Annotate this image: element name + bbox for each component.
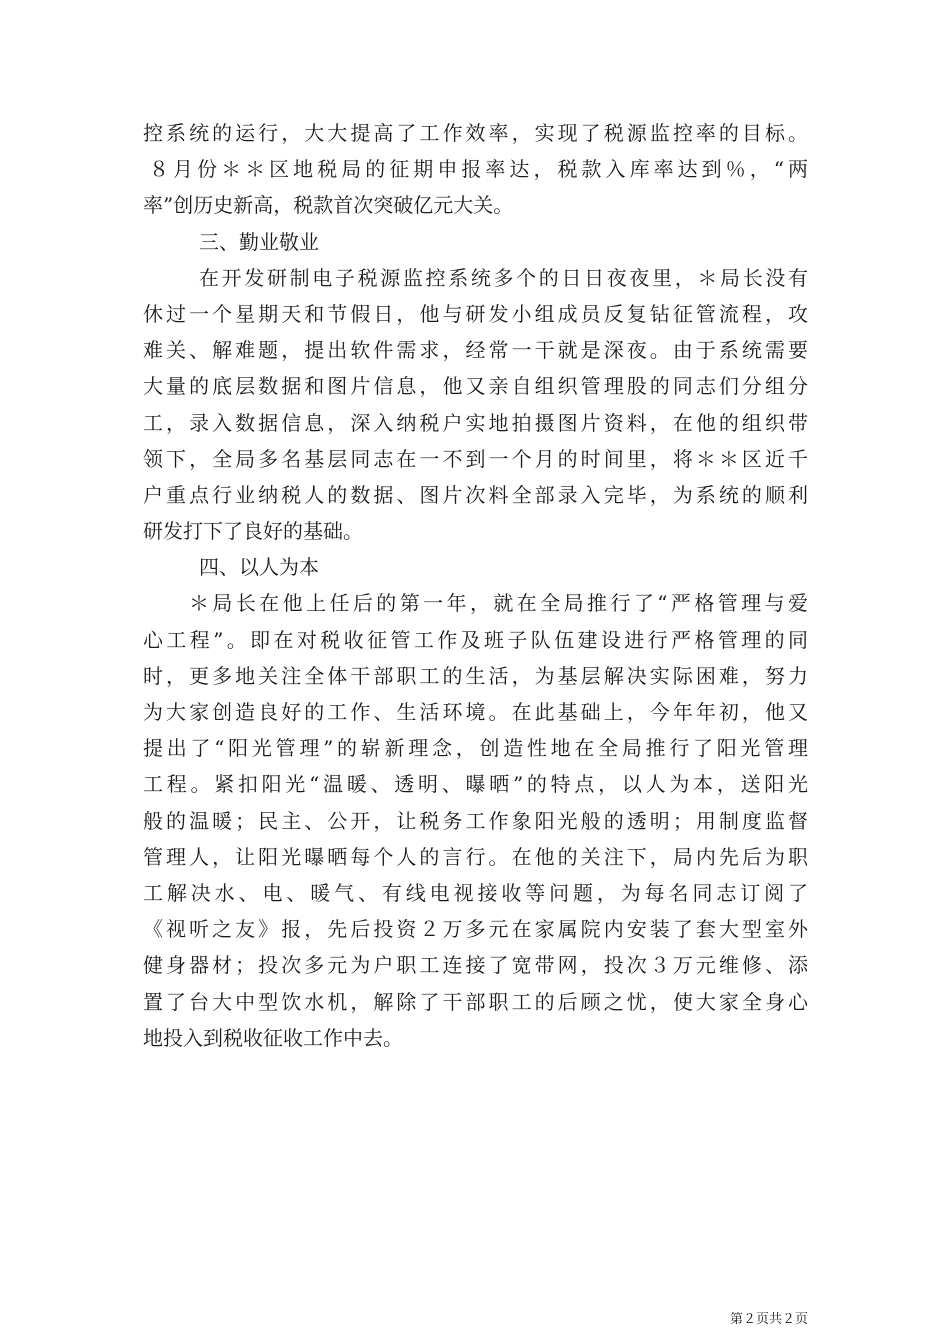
text-line: 难关、解难题，提出软件需求，经常一干就是深夜。由于系统需要	[143, 338, 808, 363]
text-line: ８月份＊＊区地税局的征期申报率达，税款入库率达到％，“两	[149, 157, 808, 182]
text-line: 休过一个星期天和节假日，他与研发小组成员反复钻征管流程，攻	[143, 301, 808, 326]
text-line: 健身器材；投次多元为户职工连接了宽带网，投次３万元维修、添	[143, 953, 808, 978]
text-line: 地投入到税收征收工作中去。	[143, 1025, 403, 1050]
text-line: 提出了“阳光管理”的崭新理念，创造性地在全局推行了阳光管理	[143, 736, 808, 761]
text-line: 管理人，让阳光曝晒每个人的言行。在他的关注下，局内先后为职	[143, 844, 808, 869]
text-line: 心工程”。即在对税收征管工作及班子队伍建设进行严格管理的同	[143, 627, 808, 652]
text-line: 率”创历史新高，税款首次突破亿元大关。	[143, 193, 514, 218]
section-heading: 四、以人为本	[199, 555, 319, 580]
text-line: 《视听之友》报，先后投资２万多元在家属院内安装了套大型室外	[143, 917, 808, 942]
text-line: 工，录入数据信息，深入纳税户实地拍摄图片资料，在他的组织带	[143, 410, 808, 435]
text-line: 研发打下了良好的基础。	[143, 519, 363, 544]
text-line: ＊局长在他上任后的第一年，就在全局推行了“严格管理与爱	[189, 591, 808, 616]
section-heading: 三、勤业敬业	[199, 229, 319, 254]
text-line: 时，更多地关注全体干部职工的生活，为基层解决实际困难，努力	[143, 663, 808, 688]
text-line: 般的温暖；民主、公开，让税务工作象阳光般的透明；用制度监督	[143, 808, 808, 833]
text-line: 置了台大中型饮水机，解除了干部职工的后顾之忧，使大家全身心	[143, 989, 808, 1014]
document-body	[143, 115, 808, 1056]
text-line: 领下，全局多名基层同志在一不到一个月的时间里，将＊＊区近千	[143, 446, 808, 471]
page-number: 第２页共２页	[729, 1312, 808, 1327]
text-line: 工解决水、电、暖气、有线电视接收等问题，为每名同志订阅了	[143, 880, 808, 905]
text-line: 工程。紧扣阳光“温暖、透明、曝晒”的特点，以人为本，送阳光	[143, 772, 808, 797]
text-line: 户重点行业纳税人的数据、图片次料全部录入完毕，为系统的顺利	[143, 482, 808, 507]
text-line: 大量的底层数据和图片信息，他又亲自组织管理股的同志们分组分	[143, 374, 808, 399]
text-line: 为大家创造良好的工作、生活环境。在此基础上，今年年初，他又	[143, 700, 808, 724]
text-line: 控系统的运行，大大提高了工作效率，实现了税源监控率的目标。	[143, 121, 808, 145]
text-line: 在开发研制电子税源监控系统多个的日日夜夜里，＊局长没有	[199, 265, 808, 290]
